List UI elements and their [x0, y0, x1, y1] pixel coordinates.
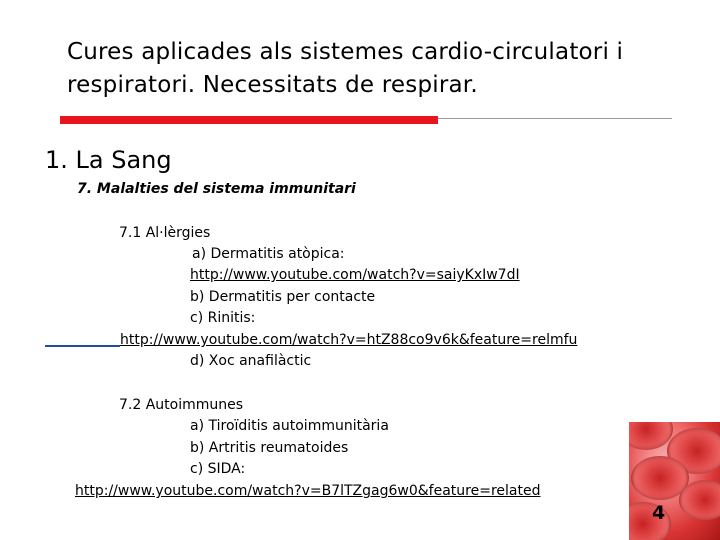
allergies-item-c: c) Rinitis:	[190, 310, 256, 326]
slide-title-line-2: respiratori. Necessitats de respirar.	[67, 72, 478, 98]
blood-cell	[679, 480, 720, 520]
section-heading: 1. La Sang	[45, 146, 172, 174]
autoimmune-item-a: a) Tiroïditis autoimmunitària	[190, 418, 389, 434]
slide-title-line-1: Cures aplicades als sistemes cardio-circulatori i	[67, 39, 624, 65]
link-underline-bar	[45, 345, 120, 347]
title-accent-rule	[60, 116, 438, 124]
title-divider-line	[438, 118, 672, 119]
autoimmune-item-c: c) SIDA:	[190, 461, 246, 477]
autoimmune-title: 7.2 Autoimmunes	[119, 397, 244, 413]
allergies-item-a: a) Dermatitis atòpica:	[192, 246, 345, 262]
allergies-item-b: b) Dermatitis per contacte	[190, 289, 376, 305]
allergies-title: 7.1 Al·lèrgies	[119, 225, 211, 241]
page-number: 4	[652, 502, 666, 524]
autoimmune-item-b: b) Artritis reumatoides	[190, 440, 349, 456]
allergies-link-c[interactable]: http://www.youtube.com/watch?v=htZ88co9v6k&feature=relmfu	[120, 332, 578, 348]
allergies-link-a[interactable]: http://www.youtube.com/watch?v=saiyKxIw7dI	[190, 267, 520, 283]
red-blood-cells-image	[629, 422, 720, 540]
blood-cell	[629, 422, 673, 450]
allergies-item-d: d) Xoc anafilàctic	[190, 353, 312, 369]
slide-title	[67, 36, 687, 102]
autoimmune-link-c[interactable]: http://www.youtube.com/watch?v=B7lTZgag6w0&feature=related	[75, 483, 541, 499]
subsection-heading: 7. Malalties del sistema immunitari	[77, 181, 356, 197]
